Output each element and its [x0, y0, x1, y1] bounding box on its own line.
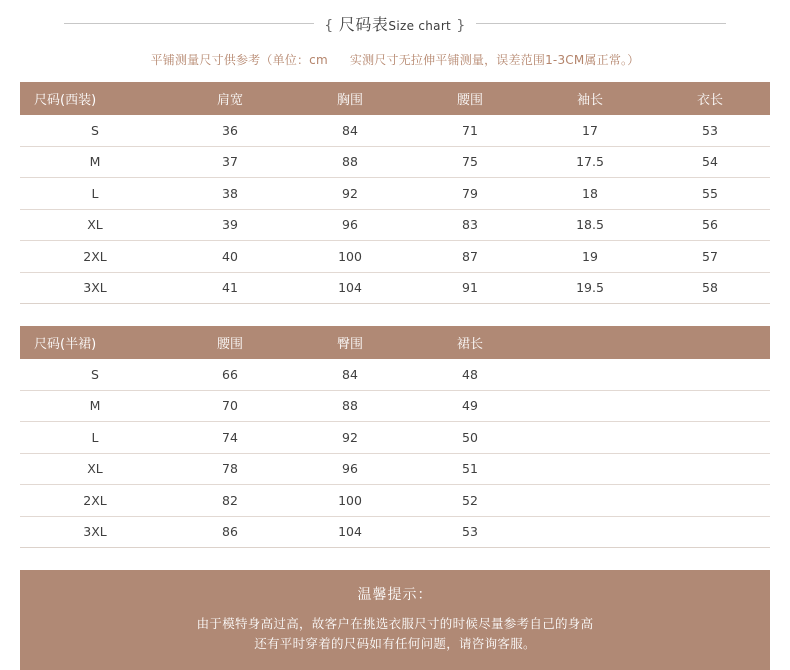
th-skirt-empty: [530, 326, 770, 359]
table-row: [20, 146, 770, 178]
cell-size: S: [20, 359, 170, 390]
suit-table-head: [20, 82, 770, 115]
page-header: [0, 0, 790, 41]
cell-length: 53: [650, 115, 770, 146]
title-brace-left: {: [324, 18, 334, 34]
table-row: [20, 453, 770, 485]
cell-size: 3XL: [20, 272, 170, 304]
cell-bust: 84: [290, 115, 410, 146]
table-row: [20, 272, 770, 304]
cell-length: 56: [650, 209, 770, 241]
cell-empty: [530, 516, 770, 548]
cell-sleeve: 18.5: [530, 209, 650, 241]
cell-length: 55: [650, 178, 770, 210]
table-row: [20, 209, 770, 241]
cell-shoulder: 37: [170, 146, 290, 178]
header-rule-right: [476, 23, 726, 24]
cell-empty: [530, 390, 770, 422]
suit-size-table-wrap: [20, 82, 770, 304]
cell-size: XL: [20, 209, 170, 241]
th-skirt-size: 尺码(半裙): [20, 326, 170, 359]
cell-length: 57: [650, 241, 770, 273]
cell-waist: 83: [410, 209, 530, 241]
table-row: [20, 115, 770, 146]
cell-sleeve: 18: [530, 178, 650, 210]
th-suit-size: 尺码(西装): [20, 82, 170, 115]
cell-shoulder: 36: [170, 115, 290, 146]
cell-waist: 78: [170, 453, 290, 485]
cell-sleeve: 17.5: [530, 146, 650, 178]
tips-line-1: 由于模特身高过高，故客户在挑选衣服尺寸的时候尽量参考自己的身高: [196, 616, 594, 631]
th-skirt-waist: 腰围: [170, 326, 290, 359]
cell-waist: 79: [410, 178, 530, 210]
cell-skirt-length: 52: [410, 485, 530, 517]
table-row: [20, 178, 770, 210]
suit-size-table: [20, 82, 770, 304]
cell-sleeve: 19.5: [530, 272, 650, 304]
cell-length: 54: [650, 146, 770, 178]
cell-bust: 104: [290, 272, 410, 304]
th-shoulder: 肩宽: [170, 82, 290, 115]
cell-waist: 74: [170, 422, 290, 454]
table-row: [20, 241, 770, 273]
cell-size: L: [20, 178, 170, 210]
cell-waist: 86: [170, 516, 290, 548]
th-length: 衣长: [650, 82, 770, 115]
cell-empty: [530, 485, 770, 517]
skirt-table-body: [20, 359, 770, 548]
skirt-size-table: [20, 326, 770, 548]
cell-waist: 82: [170, 485, 290, 517]
cell-bust: 96: [290, 209, 410, 241]
cell-size: M: [20, 146, 170, 178]
cell-size: 2XL: [20, 485, 170, 517]
th-waist: 腰围: [410, 82, 530, 115]
table-row: [20, 422, 770, 454]
table-header-row: [20, 82, 770, 115]
table-gap: [0, 304, 790, 326]
cell-shoulder: 39: [170, 209, 290, 241]
cell-size: M: [20, 390, 170, 422]
measurement-note-left: 平铺测量尺寸供参考（单位：cm: [150, 53, 328, 67]
skirt-size-table-wrap: [20, 326, 770, 548]
measurement-note-right: 实测尺寸无拉伸平铺测量，误差范围1-3CM属正常。）: [349, 53, 640, 67]
cell-waist: 91: [410, 272, 530, 304]
cell-bust: 100: [290, 241, 410, 273]
cell-skirt-length: 53: [410, 516, 530, 548]
cell-shoulder: 38: [170, 178, 290, 210]
table-header-row: [20, 326, 770, 359]
cell-skirt-length: 51: [410, 453, 530, 485]
header-rule-left: [64, 23, 314, 24]
cell-size: L: [20, 422, 170, 454]
th-bust: 胸围: [290, 82, 410, 115]
cell-empty: [530, 359, 770, 390]
cell-skirt-length: 48: [410, 359, 530, 390]
cell-hip: 96: [290, 453, 410, 485]
title-cn: 尺码表: [338, 15, 389, 34]
cell-hip: 84: [290, 359, 410, 390]
title-en: Size chart: [388, 19, 452, 33]
cell-empty: [530, 422, 770, 454]
title-brace-right: }: [456, 18, 466, 34]
table-row: [20, 390, 770, 422]
th-sleeve: 袖长: [530, 82, 650, 115]
table-row: [20, 516, 770, 548]
cell-bust: 92: [290, 178, 410, 210]
table-row: [20, 485, 770, 517]
page-title: [324, 12, 466, 35]
suit-table-body: [20, 115, 770, 304]
cell-shoulder: 41: [170, 272, 290, 304]
tips-panel: [20, 570, 770, 670]
cell-hip: 104: [290, 516, 410, 548]
cell-hip: 92: [290, 422, 410, 454]
cell-size: S: [20, 115, 170, 146]
cell-hip: 100: [290, 485, 410, 517]
cell-empty: [530, 453, 770, 485]
cell-skirt-length: 50: [410, 422, 530, 454]
cell-length: 58: [650, 272, 770, 304]
measurement-note: [0, 51, 790, 68]
th-hip: 臀围: [290, 326, 410, 359]
skirt-table-head: [20, 326, 770, 359]
tips-line-2: 还有平时穿着的尺码如有任何问题，请咨询客服。: [254, 636, 536, 651]
cell-waist: 71: [410, 115, 530, 146]
cell-waist: 66: [170, 359, 290, 390]
cell-sleeve: 19: [530, 241, 650, 273]
cell-hip: 88: [290, 390, 410, 422]
cell-waist: 75: [410, 146, 530, 178]
cell-size: 2XL: [20, 241, 170, 273]
cell-sleeve: 17: [530, 115, 650, 146]
cell-bust: 88: [290, 146, 410, 178]
cell-shoulder: 40: [170, 241, 290, 273]
table-row: [20, 359, 770, 390]
cell-size: XL: [20, 453, 170, 485]
th-skirt-length: 裙长: [410, 326, 530, 359]
cell-waist: 70: [170, 390, 290, 422]
cell-waist: 87: [410, 241, 530, 273]
cell-skirt-length: 49: [410, 390, 530, 422]
tips-title: 温馨提示：: [357, 587, 433, 603]
cell-size: 3XL: [20, 516, 170, 548]
